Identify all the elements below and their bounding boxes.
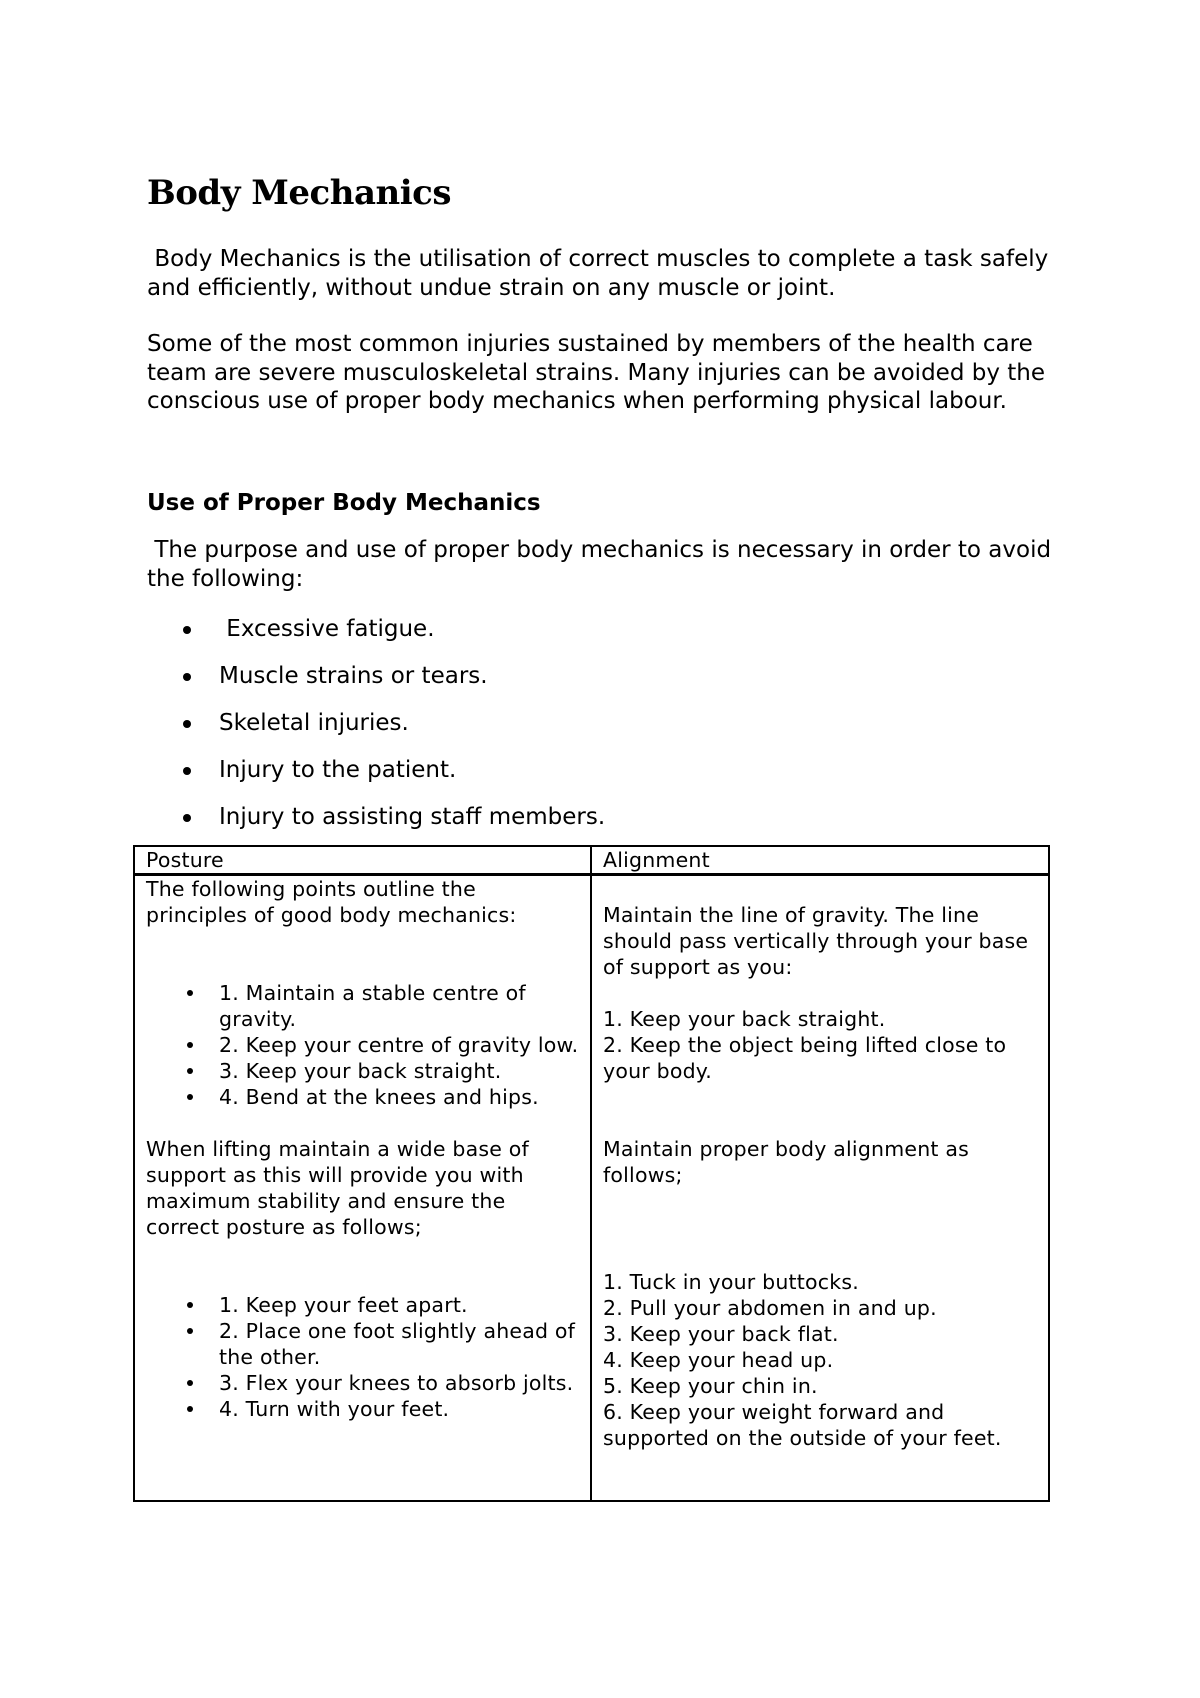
list-item-text: Skeletal injuries. (219, 710, 409, 736)
bullet-icon (187, 1406, 193, 1412)
list-item: 5. Keep your chin in. (603, 1374, 818, 1398)
list-item: 3. Keep your back flat. (603, 1322, 839, 1346)
list-item-text: 4. Bend at the knees and hips. (219, 1085, 539, 1109)
lifting-intro: When lifting maintain a wide base of support as this will provide you with maximum stability and ensure the correct posture as follows; (146, 1137, 536, 1239)
list-item-text: 2. Place one foot slightly ahead of the other. (219, 1319, 576, 1369)
posture-cell (134, 875, 591, 1502)
alignment-intro: Maintain proper body alignment as follows; (603, 1137, 976, 1187)
bullet-icon (187, 1328, 193, 1334)
list-item-text: 1. Maintain a stable centre of gravity. (219, 981, 526, 1031)
table-row (134, 875, 1049, 1502)
bullet-icon (187, 1302, 193, 1308)
list-item-text: 4. Turn with your feet. (219, 1397, 450, 1421)
list-item-text: Excessive fatigue. (219, 616, 435, 642)
list-item (147, 755, 1047, 802)
bullet-icon (183, 814, 191, 822)
intro-paragraph: Body Mechanics is the utilisation of correct muscles to complete a task safely and efficiently, without undue strain on any muscle or joint. (147, 246, 1056, 301)
list-item (146, 1084, 580, 1110)
bullet-icon (183, 673, 191, 681)
alignment-cell (591, 875, 1049, 1502)
header-alignment: Alignment (591, 846, 1049, 875)
purpose-paragraph: The purpose and use of proper body mechanics is necessary in order to avoid the following: (147, 537, 1059, 592)
list-item: 4. Keep your head up. (603, 1348, 834, 1372)
list-item (147, 708, 1047, 755)
list-item: 1. Tuck in your buttocks. (603, 1270, 859, 1294)
bullet-icon (187, 1380, 193, 1386)
document-title: Body Mechanics (147, 173, 451, 213)
list-item-text: Injury to assisting staff members. (219, 804, 606, 830)
principles-list (146, 980, 580, 1110)
posture-alignment-table (133, 845, 1050, 1502)
bullet-icon (183, 767, 191, 775)
list-item: 1. Keep your back straight. (603, 1007, 886, 1031)
list-item: 2. Pull your abdomen in and up. (603, 1296, 937, 1320)
gravity-intro: Maintain the line of gravity. The line should pass vertically through your base of support as you: (603, 903, 1035, 979)
bullet-icon (187, 1068, 193, 1074)
list-item: 2. Keep the object being lifted close to your body. (603, 1033, 1007, 1083)
header-posture: Posture (134, 846, 591, 875)
list-item (146, 1396, 580, 1422)
bullet-icon (187, 990, 193, 996)
list-item-text: 3. Flex your knees to absorb jolts. (219, 1371, 574, 1395)
bullet-icon (183, 626, 191, 634)
list-item (147, 661, 1047, 708)
list-item (146, 980, 580, 1032)
list-item (147, 802, 1047, 849)
section-heading: Use of Proper Body Mechanics (147, 490, 541, 516)
list-item-text: 3. Keep your back straight. (219, 1059, 502, 1083)
list-item (146, 1058, 580, 1084)
list-item-text: Muscle strains or tears. (219, 663, 488, 689)
lifting-steps-list (146, 1292, 580, 1422)
list-item (146, 1292, 580, 1318)
list-item: 6. Keep your weight forward and supported on the outside of your feet. (603, 1400, 1002, 1450)
injuries-paragraph: Some of the most common injuries sustained by members of the health care team are severe musculoskeletal strains. Many injuries can be avoided by the conscious use of proper body mechanics when performing physical labour. (147, 331, 1053, 414)
list-item-text: 1. Keep your feet apart. (219, 1293, 468, 1317)
list-item (146, 1318, 580, 1370)
bullet-icon (187, 1042, 193, 1048)
table-header-row (134, 846, 1049, 875)
bullet-icon (183, 720, 191, 728)
list-item (147, 614, 1047, 661)
bullet-icon (187, 1094, 193, 1100)
gravity-steps-list (603, 1006, 1038, 1084)
alignment-steps-list (603, 1269, 1038, 1451)
avoid-list (147, 614, 1047, 849)
list-item-text: 2. Keep your centre of gravity low. (219, 1033, 579, 1057)
list-item (146, 1032, 580, 1058)
posture-intro: The following points outline the principles of good body mechanics: (146, 877, 517, 927)
list-item-text: Injury to the patient. (219, 757, 457, 783)
list-item (146, 1370, 580, 1396)
